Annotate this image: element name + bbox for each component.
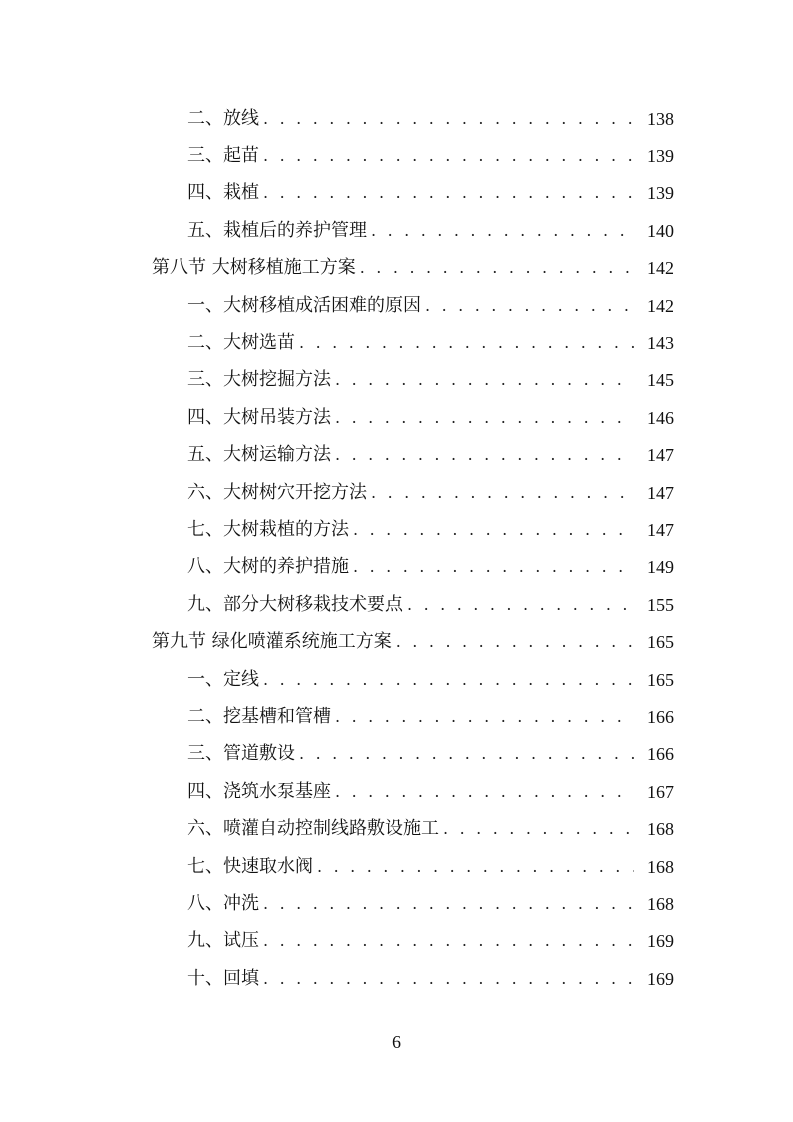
toc-entry-title: 四、栽植 bbox=[187, 182, 259, 204]
toc-entry-title: 一、定线 bbox=[187, 668, 259, 690]
toc-section-title: 第八节 大树移植施工方案 bbox=[152, 257, 356, 279]
toc-dot-leader bbox=[263, 111, 634, 127]
toc-entry[interactable] bbox=[0, 848, 793, 885]
toc-entry[interactable] bbox=[0, 474, 793, 511]
toc-entry-page: 166 bbox=[647, 706, 674, 727]
toc-entry[interactable] bbox=[0, 661, 793, 698]
toc-entry-title: 二、挖基槽和管槽 bbox=[187, 705, 331, 727]
toc-dot-leader bbox=[353, 559, 634, 575]
toc-entry-page: 139 bbox=[647, 146, 674, 167]
toc-entry[interactable] bbox=[0, 362, 793, 399]
page-number: 6 bbox=[392, 1032, 401, 1052]
toc-entry-title: 五、栽植后的养护管理 bbox=[187, 219, 367, 241]
toc-entry-title: 七、大树栽植的方法 bbox=[187, 518, 349, 540]
toc-dot-leader bbox=[407, 597, 634, 613]
toc-dot-leader bbox=[299, 746, 634, 762]
toc-entry-page: 155 bbox=[647, 594, 674, 615]
toc-entry-title: 七、快速取水阀 bbox=[187, 855, 313, 877]
toc-entry[interactable] bbox=[0, 810, 793, 847]
toc-dot-leader bbox=[317, 859, 634, 875]
toc-entry-page: 166 bbox=[647, 744, 674, 765]
toc-entry-page: 143 bbox=[647, 333, 674, 354]
toc-dot-leader bbox=[396, 634, 634, 650]
toc-entry-page: 165 bbox=[647, 632, 674, 653]
toc-dot-leader bbox=[263, 672, 634, 688]
toc-entry-title: 四、大树吊装方法 bbox=[187, 406, 331, 428]
toc-entry-page: 145 bbox=[647, 370, 674, 391]
toc-section-entry[interactable] bbox=[0, 623, 793, 660]
toc-dot-leader bbox=[371, 485, 634, 501]
toc-entry-page: 168 bbox=[647, 819, 674, 840]
toc-entry-title: 二、大树选苗 bbox=[187, 332, 295, 354]
toc-entry-page: 149 bbox=[647, 557, 674, 578]
toc-entry-page: 169 bbox=[647, 968, 674, 989]
toc-entry-page: 169 bbox=[647, 931, 674, 952]
toc-entry-title: 三、大树挖掘方法 bbox=[187, 369, 331, 391]
toc-entry-title: 四、浇筑水泵基座 bbox=[187, 780, 331, 802]
toc-entry[interactable] bbox=[0, 736, 793, 773]
toc-entry[interactable] bbox=[0, 885, 793, 922]
toc-entry-title: 三、起苗 bbox=[187, 145, 259, 167]
toc-entry-page: 139 bbox=[647, 183, 674, 204]
toc-entry-page: 146 bbox=[647, 407, 674, 428]
toc-entry-title: 三、管道敷设 bbox=[187, 743, 295, 765]
toc-entry-page: 142 bbox=[647, 258, 674, 279]
toc-entry-title: 六、大树树穴开挖方法 bbox=[187, 481, 367, 503]
toc-entry[interactable] bbox=[0, 137, 793, 174]
toc-dot-leader bbox=[335, 447, 634, 463]
toc-dot-leader bbox=[263, 933, 634, 949]
toc-entry[interactable] bbox=[0, 773, 793, 810]
toc-entry[interactable] bbox=[0, 923, 793, 960]
toc-entry[interactable] bbox=[0, 698, 793, 735]
toc-entry[interactable] bbox=[0, 100, 793, 137]
toc-entry[interactable] bbox=[0, 511, 793, 548]
toc-dot-leader bbox=[263, 896, 634, 912]
toc-entry-page: 147 bbox=[647, 482, 674, 503]
toc-entry-page: 167 bbox=[647, 781, 674, 802]
toc-entry-page: 147 bbox=[647, 445, 674, 466]
toc-dot-leader bbox=[360, 260, 634, 276]
toc-entry-page: 165 bbox=[647, 669, 674, 690]
toc-entry[interactable] bbox=[0, 175, 793, 212]
toc-entry-title: 八、大树的养护措施 bbox=[187, 556, 349, 578]
toc-entry-page: 168 bbox=[647, 856, 674, 877]
toc-section-entry[interactable] bbox=[0, 250, 793, 287]
toc-dot-leader bbox=[443, 821, 634, 837]
toc-entry-title: 二、放线 bbox=[187, 107, 259, 129]
toc-dot-leader bbox=[335, 372, 634, 388]
toc-section-title: 第九节 绿化喷灌系统施工方案 bbox=[152, 631, 392, 653]
toc-entry-title: 八、冲洗 bbox=[187, 892, 259, 914]
toc-entry-page: 168 bbox=[647, 893, 674, 914]
toc-dot-leader bbox=[425, 298, 634, 314]
toc-entry-title: 九、试压 bbox=[187, 930, 259, 952]
toc-entry[interactable] bbox=[0, 212, 793, 249]
toc-dot-leader bbox=[335, 410, 634, 426]
toc-entry-title: 一、大树移植成活困难的原因 bbox=[187, 294, 421, 316]
toc-entry[interactable] bbox=[0, 437, 793, 474]
toc-entry[interactable] bbox=[0, 399, 793, 436]
table-of-contents bbox=[0, 100, 793, 997]
toc-entry-page: 140 bbox=[647, 220, 674, 241]
toc-entry-page: 147 bbox=[647, 519, 674, 540]
toc-entry-page: 142 bbox=[647, 295, 674, 316]
toc-entry-page: 138 bbox=[647, 108, 674, 129]
toc-dot-leader bbox=[335, 784, 634, 800]
toc-entry-title: 九、部分大树移栽技术要点 bbox=[187, 593, 403, 615]
toc-dot-leader bbox=[371, 223, 634, 239]
toc-entry[interactable] bbox=[0, 960, 793, 997]
toc-dot-leader bbox=[353, 522, 634, 538]
toc-dot-leader bbox=[263, 971, 634, 987]
toc-entry[interactable] bbox=[0, 287, 793, 324]
toc-entry-title: 十、回填 bbox=[187, 967, 259, 989]
toc-dot-leader bbox=[263, 185, 634, 201]
toc-entry[interactable] bbox=[0, 549, 793, 586]
toc-entry-title: 五、大树运输方法 bbox=[187, 444, 331, 466]
toc-entry[interactable] bbox=[0, 324, 793, 361]
toc-entry[interactable] bbox=[0, 586, 793, 623]
toc-dot-leader bbox=[299, 335, 634, 351]
toc-entry-title: 六、喷灌自动控制线路敷设施工 bbox=[187, 818, 439, 840]
toc-dot-leader bbox=[263, 148, 634, 164]
toc-dot-leader bbox=[335, 709, 634, 725]
